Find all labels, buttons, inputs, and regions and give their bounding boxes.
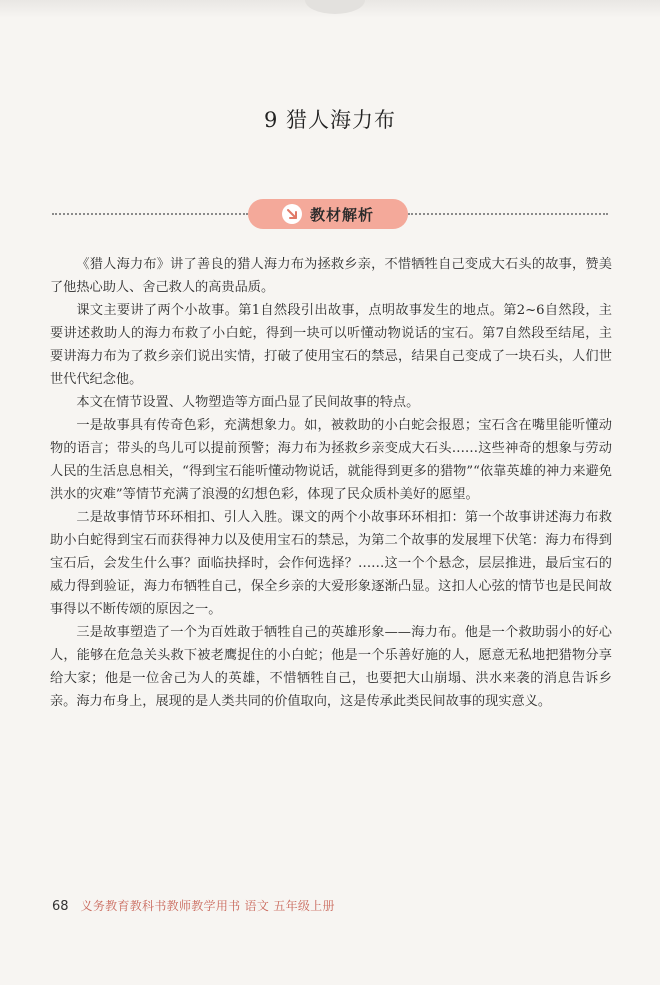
page-title: 9 猎人海力布 <box>263 108 397 132</box>
section-label: 教材解析 <box>309 205 374 224</box>
page-footer <box>52 897 335 914</box>
arrow-down-right-icon <box>282 204 302 224</box>
paragraph-feature-plot: 二是故事情节环环相扣、引人入胜。课文的两个小故事环环相扣：第一个故事讲述海力布救助小白蛇得到宝石而获得神力以及使用宝石的禁忌，为第二个故事的发展埋下伏笔：海力布得到宝石后，会发生什么事？面临抉择时，会作何选择？……这一个个悬念，层层推进，最后宝石的威力得到验证，海力布牺牲自己，保全乡亲的大爱形象逐渐凸显。这扣人心弦的情节也是民间故事得以不断传颂的原因之一。 <box>50 510 612 617</box>
book-title: 义务教育教科书教师教学用书 语文 五年级上册 <box>80 899 335 913</box>
section-divider-right <box>408 213 608 215</box>
paragraph-structure: 课文主要讲了两个小故事。第1自然段引出故事，点明故事发生的地点。第2~6自然段，主要讲述救助人的海力布救了小白蛇，得到一块可以听懂动物说话的宝石。第7自然段至结尾，主要讲海力布为了救乡亲们说出实情，打破了使用宝石的禁忌，结果自己变成了一块石头，人们世世代代纪念他。 <box>50 303 612 387</box>
paragraph-feature-hero: 三是故事塑造了一个为百姓敢于牺牲自己的英雄形象——海力布。他是一个救助弱小的好心人，能够在危急关头救下被老鹰捉住的小白蛇；他是一个乐善好施的人，愿意无私地把猎物分享给大家；他是一位舍己为人的英雄，不惜牺牲自己，也要把大山崩塌、洪水来袭的消息告诉乡亲。海力布身上，展现的是人类共同的价值取向，这是传承此类民间故事的现实意义。 <box>50 625 612 709</box>
paragraph-summary: 《猎人海力布》讲了善良的猎人海力布为拯救乡亲，不惜牺牲自己变成大石头的故事，赞美了他热心助人、舍己救人的高贵品质。 <box>50 257 612 295</box>
paragraph-feature-legend: 一是故事具有传奇色彩，充满想象力。如，被救助的小白蛇会报恩；宝石含在嘴里能听懂动物的语言；带头的鸟儿可以提前预警；海力布为拯救乡亲变成大石头……这些神奇的想象与劳动人民的生活息息相关，“得到宝石能听懂动物说话，就能得到更多的猎物”“依靠英雄的神力来避免洪水的灾难”等情节充满了浪漫的幻想色彩，体现了民众质朴美好的愿望。 <box>50 418 612 502</box>
paragraph-features-intro: 本文在情节设置、人物塑造等方面凸显了民间故事的特点。 <box>76 395 420 410</box>
page-number: 68 <box>52 899 69 914</box>
section-divider-left <box>52 213 248 215</box>
section-header <box>52 199 608 229</box>
analysis-body <box>50 253 612 713</box>
section-badge <box>248 199 408 229</box>
